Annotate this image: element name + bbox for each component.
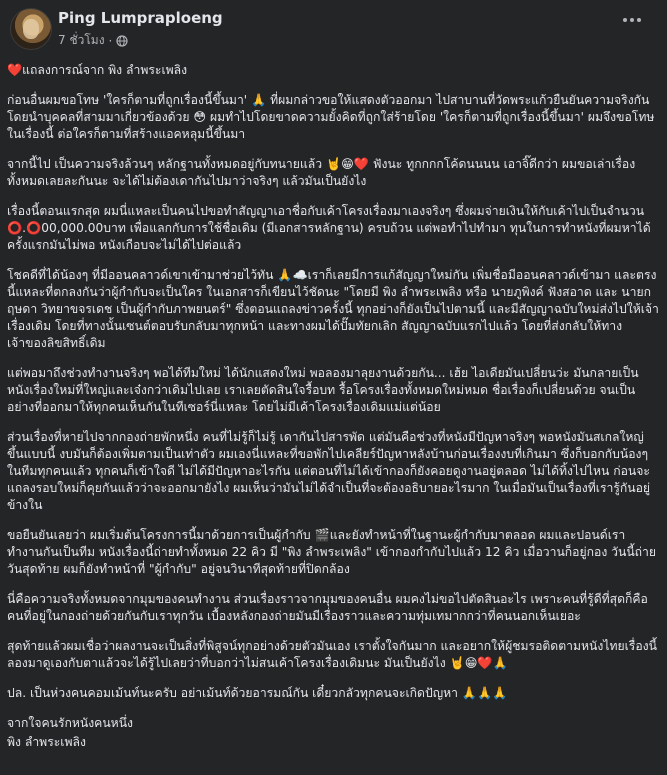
author-avatar[interactable] bbox=[10, 8, 52, 50]
post-paragraph: ❤️แถลงการณ์จาก พิง ลำพระเพลิง bbox=[7, 63, 188, 77]
post-paragraph: นี่คือความจริงทั้งหมดจากมุมของคนทำงาน ส่วนเรื่องราวจากมุมของคนอื่น ผมคงไม่ขอไปตัดสินอะไร เพราะคนที่รู้ดีที่สุดก็คือคนที่อยู่ในกองถ่ายด้วยกันกับเราทุกวัน เบื้องหลังกองถ่ายมันมีเรื่องราวและความทุ่มเทมากกว่าที่คนนอกเห็นเยอะ bbox=[7, 592, 648, 623]
post-header bbox=[0, 0, 667, 60]
signature-line: จากใจคนรักหนังคนหนึ่ง bbox=[7, 716, 133, 730]
post-paragraph: ขอยืนยันเลยว่า ผมเริ่มต้นโครงการนี้มาด้วยการเป็นผู้กำกับ 🎬และยังทำหน้าที่ในฐานะผู้กำกับมาตลอด ผมและปอนด์เราทำงานกันเป็นทีม หนังเรื่องนี้ถ่ายทำทั้งหมด 22 คิว มี "พิง ลำพระเพลิง" เข้ากองกำกับไปแล้ว 12 คิว เมื่อวานก็อยู่กอง วันนี้ถ่ายวันสุดท้าย ผมก็ยังทำหน้าที่ "ผู้กำกับ" อยู่จนวินาทีสุดท้ายที่ปิดกล้อง bbox=[7, 528, 657, 576]
post-paragraph: แต่พอมาถึงช่วงทำงานจริงๆ พอได้ทีมใหม่ ได้นักแสดงใหม่ พอลองมาลุยงานด้วยกัน... เฮ้ย ไอเดียมันเปลี่ยนว่ะ มันกลายเป็นหนังเรื่องใหม่ที่ใหญ่และเจ๋งกว่าเดิมไปเลย เราเลยตัดสินใจรื้อบท รื้อโครงเรื่องทั้งหมดใหม่หมด ชื่อเรื่องก็เปลี่ยนด้วย จนเป็นอย่างที่ออกมาให้ทุกคนเห็นกันในทีเซอร์นี่แหละ โดยไม่มีเค้าโครงเรื่องเดิมแม่แต่น้อย bbox=[7, 366, 639, 414]
post-paragraph: เรื่องนี้ตอนแรกสุด ผมนี่แหละเป็นคนไปขอทำสัญญาเอาชื่อกับเค้าโครงเรื่องมาเองจริงๆ ซึ่งผมจ่ายเงินให้กับเค้าไปเป็นจำนวน ⭕.⭕00,000.00บาท เพื่อแลกกับการใช้ชื่อเดิม (มีเอกสารหลักฐาน) ครบถ้วน แต่พอทำไปทำมา ทุนในการทำหนังที่ผมหาได้ครั้งแรกมันไม่พอ หนังเกือบจะไม่ได้ไปต่อแล้ว bbox=[7, 204, 651, 252]
post-paragraph: จากนี้ไป เป็นความจริงล้วนๆ หลักฐานทั้งหมดอยู่กับทนายแล้ว 🤘😁❤️ ฟังนะ ทูกกกกโค้ดนนนน เอาจิ๊ดีกว่า ผมขอเล่าเรื่องทั้งหมดเลยละกันนะ จะได้ไม่ต้องเดากันไปมาว่าจริงๆ แล้วมันเป็นยังไง bbox=[7, 157, 636, 188]
post-paragraph: โชคดีที่ได้น้องๆ ที่มีออนคลาวด์เขาเข้ามาช่วยไว้ทัน 🙏☁️เราก็เลยมีการแก้สัญญาใหม่กัน เพิ่มชื่อมีออนคลาวด์เข้ามา และตรงนี้แหละที่ตกลงกันว่าผู้กำกับจะเป็นใคร ในเอกสารก็เขียนไว้ชัดนะ "โดยมี พิง ลำพระเพลิง หรือ นายภูพิงค์ ฟังสอาด และ นายกฤษดา วิทยาขจรเดช เป็นผู้กำกับภาพยนตร์" ซึ่งตอนแถลงข่าวครั้งนี้ ทุกอย่างก็ยังเป็นไปตามนี้ และมีสัญญาฉบับใหม่ส่งไปให้เจ้าเรื่องเดิม โดยที่ทางนั้นเซนต์ตอบรับกลับมาทุกหน้า และทางผมได้ปั๊มทัยกเลิก สัญญาฉบับแรกไปแล้ว โดยที่ส่งกลับให้ทางเจ้าของลิขสิทธิ์เดิม bbox=[7, 268, 659, 350]
post-paragraph: ปล. เป็นห่วงคนคอมเม้นท์นะครับ อย่าเม้นท์ด้วยอารมณ์กัน เดี๋ยวกลัวทุกคนจะเกิดปัญหา 🙏🙏🙏 bbox=[7, 686, 508, 700]
post-paragraph: สุดท้ายแล้วผมเชื่อว่าผลงานจะเป็นสิ่งที่พิสูจน์ทุกอย่างด้วยตัวมันเอง เราตั้งใจกันมาก และอยากให้ผู้ชมรอติดตามหนังไทยเรื่องนี้ ลองมาดูเองกับตาแล้วจะได้รู้ไปเลยว่าที่บอกว่าไม่สนเค้าโครงเรื่องเดิมนะ มันเป็นยังไง 🤘😁❤️🙏 bbox=[7, 639, 657, 670]
post-paragraph: ก่อนอื่นผมขอโทษ 'ใครก็ตามที่ถูกเรื่องนี้ขึ้นมา' 🙏 ที่ผมกล่าวขอให้แสดงตัวออกมา ไปสาบานที่วัดพระแก้วยืนยันความจริงกัน โดยนำบุคคลที่สามมาเกี่ยวข้องด้วย 😳 ผมทำไปโดยขาดความยั้งคิดที่ถูกใส่ร้ายโดย 'ใครก็ตามที่ถูกเรื่องนี้ขึ้นมา' ผมจึงขอโทษในเรื่องนี้ ต่อใครก็ตามที่สร้างแอคหลุมนี้ขึ้นมา bbox=[7, 93, 655, 141]
post-timestamp[interactable]: 7 ชั่วโมง bbox=[58, 33, 105, 47]
author-name[interactable]: Ping Lumpraploeng bbox=[58, 9, 223, 27]
globe-icon bbox=[116, 35, 128, 47]
signature-name: พิง ลำพระเพลิง bbox=[7, 735, 86, 749]
post-paragraph: ส่วนเรื่องที่หายไปจากกองถ่ายพักหนึ่ง คนที่ไม่รู้ก็ไม่รู้ เดากันไปสารพัด แต่มันคือช่วงที่หนังมีปัญหาจริงๆ พอหนังมันสเกลใหญ่ขึ้นแบบนี้ งบมันก็ต้องเพิ่มตามเป็นเท่าตัว ผมเองนี่แหละที่ขอพักไปเคลียร์ปัญหาหลังบ้านก่อนเรื่องงบที่เกินมา ซึ่งก็บอกกับน้องๆ ในทีมทุกคนแล้ว ทุกคนก็เข้าใจดี ไม่ได้มีปัญหาอะไรกัน แต่ตอนที่ไม่ได้เข้ากองก็ยังคอยดูงานอยู่ตลอด ไม่ได้ทิ้งไปไหน ก่อนจะแถลงรอบใหม่ก็คุยกันแล้วว่าจะออกมายังไง ผมเห็นว่ามันไม่ได้จำเป็นที่จะต้องอธิบายอะไรมาก ในเมื่อมันเป็นเรื่องที่เรารู้กันอยู่ข้างใน bbox=[7, 430, 651, 512]
more-options-icon[interactable] bbox=[614, 10, 650, 30]
post-body bbox=[7, 62, 659, 753]
meta-separator: · bbox=[108, 33, 113, 48]
post-meta bbox=[58, 31, 128, 50]
